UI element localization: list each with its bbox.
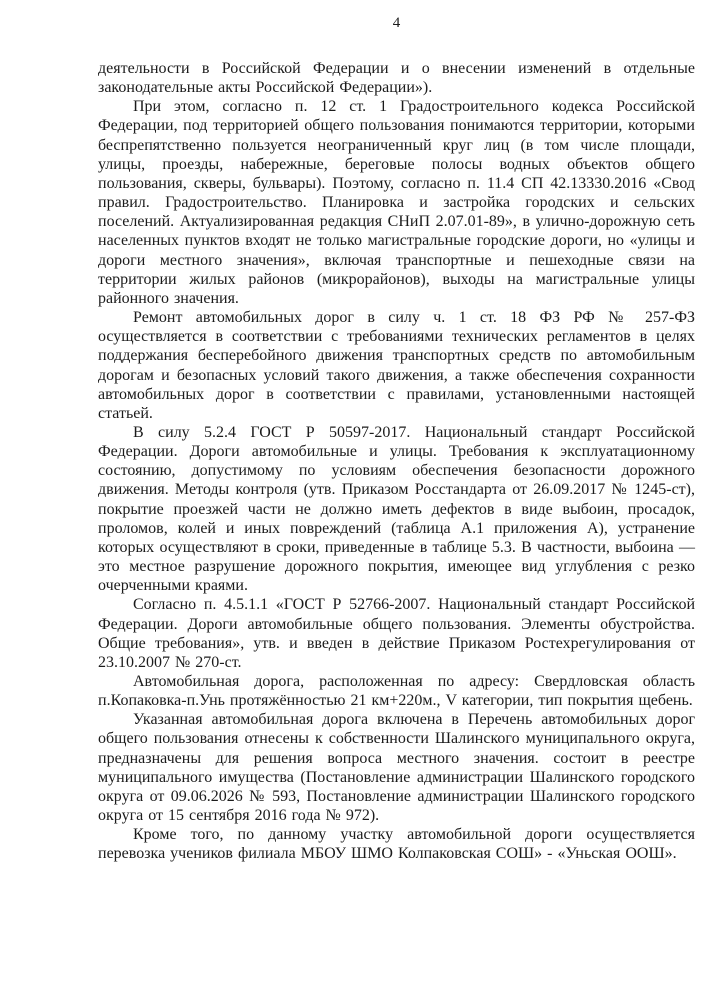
page-number: 4 bbox=[392, 15, 401, 31]
paragraph: В силу 5.2.4 ГОСТ Р 50597-2017. Национальный стандарт Российской Федерации. Дороги автомобильные и улицы. Требования к эксплуатационному состоянию, допустимому по условиям обеспечения безопасности дорожного движения. Методы контроля (утв. Приказом Росстандарта от 26.09.2017 № 1245-ст), покрытие проезжей части не должно иметь дефектов в виде выбоин, просадок, проломов, колей и иных повреждений (таблица А.1 приложения А), устранение которых осуществляют в сроки, приведенные в таблице 5.3. В частности, выбоина — это местное разрушение дорожного покрытия, имеющее вид углубления с резко очерченными краями. bbox=[98, 423, 695, 595]
paragraph: При этом, согласно п. 12 ст. 1 Градостроительного кодекса Российской Федерации, под территорией общего пользования понимаются территории, которыми беспрепятственно пользуется неограниченный круг лиц (в том числе площади, улицы, проезды, набережные, береговые полосы водных объектов общего пользования, скверы, бульвары). Поэтому, согласно п. 11.4 СП 42.13330.2016 «Свод правил. Градостроительство. Планировка и застройка городских и сельских поселений. Актуализированная редакция СНиП 2.07.01-89», в улично-дорожную сеть населенных пунктов входят не только магистральные городские дороги, но «улицы и дороги местного значения», включая транспортные и пешеходные связи на территории жилых районов (микрорайонов), выходы на магистральные улицы районного значения. bbox=[98, 98, 695, 307]
paragraph: Указанная автомобильная дорога включена в Перечень автомобильных дорог общего пользования отнесены к собственности Шалинского муниципального округа, предназначены для решения вопроса местного значения. состоит в реестре муниципального имущества (Постановление администрации Шалинского городского округа от 09.06.2026 № 593, Постановление администрации Шалинского городского округа от 15 сентября 2016 года № 972). bbox=[98, 711, 695, 825]
paragraph: Кроме того, по данному участку автомобильной дороги осуществляется перевозка учеников филиала МБОУ ШМО Колпаковская СОШ» - «Уньская ООШ». bbox=[98, 826, 695, 863]
paragraph: деятельности в Российской Федерации и о внесении изменений в отдельные законодательные акты Российской Федерации»). bbox=[98, 60, 695, 97]
paragraph: Автомобильная дорога, расположенная по адресу: Свердловская область п.Копаковка-п.Унь протяжённостью 21 км+220м., V категории, тип покрытия щебень. bbox=[98, 673, 695, 710]
paragraph: Ремонт автомобильных дорог в силу ч. 1 ст. 18 ФЗ РФ № 257-ФЗ осуществляется в соответствии с требованиями технических регламентов в целях поддержания бесперебойного движения транспортных средств по автомобильным дорогам и безопасных условий такого движения, а также обеспечения сохранности автомобильных дорог в соответствии с правилами, установленными настоящей статьей. bbox=[98, 309, 695, 422]
paragraph: Согласно п. 4.5.1.1 «ГОСТ Р 52766-2007. Национальный стандарт Российской Федерации. Дороги автомобильные общего пользования. Элементы обустройства. Общие требования», утв. и введен в действие Приказом Ростехрегулирования от 23.10.2007 № 270-ст. bbox=[98, 596, 695, 671]
document-body bbox=[98, 0, 695, 864]
